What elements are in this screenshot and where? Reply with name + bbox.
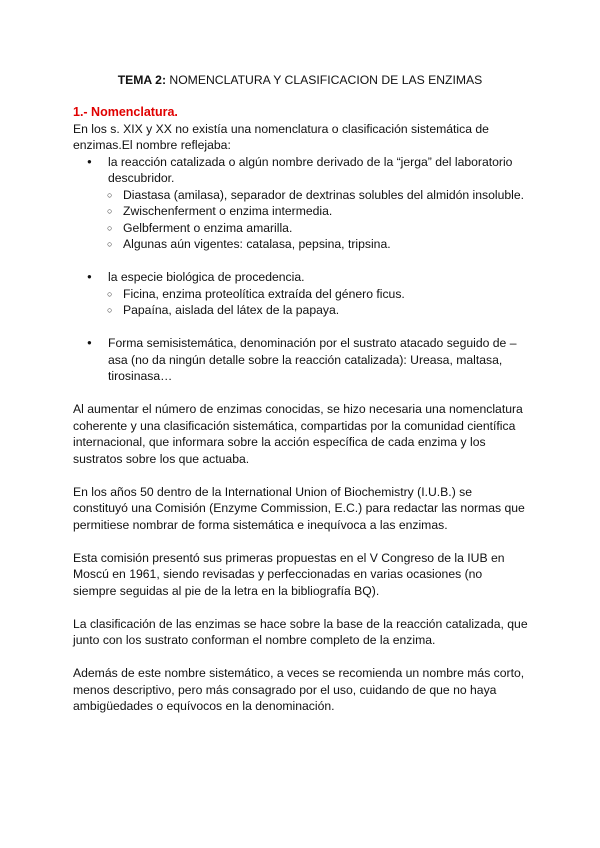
bullet-list (73, 154, 528, 253)
bullet-list (73, 335, 528, 385)
sub-bullet-item: ○ Ficina, enzima proteolítica extraída del género ficus. (73, 286, 528, 303)
title-bold: TEMA 2: (117, 73, 167, 87)
sub-bullet-item: ○ Zwischenferment o enzima intermedia. (73, 203, 528, 220)
bullet-list (73, 269, 528, 319)
bullet-item (73, 335, 528, 385)
document-body (73, 104, 528, 715)
sub-bullet-item: ○ Algunas aún vigentes: catalasa, pepsina, tripsina. (73, 236, 528, 253)
title-rest: NOMENCLATURA Y CLASIFICACION DE LAS ENZIMAS (166, 73, 483, 87)
body-paragraph: Al aumentar el número de enzimas conocidas, se hizo necesaria una nomenclatura coherente y una clasificación sistemática, compartidas por la comunidad científica internacional, que informara sobre la acción específica de cada enzima y los sustratos sobre los que actuaba. (73, 402, 523, 466)
bullet-text: la reacción catalizada o algún nombre derivado de la “jerga” del laboratorio descubridor. (108, 154, 513, 185)
bullet-text: Forma semisistemática, denominación por el sustrato atacado seguido de –asa (no da ningún detalle sobre la reacción catalizada): Ureasa, maltasa, tirosinasa… (108, 336, 517, 383)
sub-bullet-list (73, 187, 528, 253)
page-title (0, 72, 600, 88)
body-paragraph: Esta comisión presentó sus primeras propuestas en el V Congreso de la IUB en Moscú en 1961, siendo revisadas y perfeccionadas en varias ocasiones (no siempre seguidas al pie de la letra en la bibliografía BQ). (73, 550, 505, 598)
bullet-item (73, 154, 528, 253)
body-paragraph: Además de este nombre sistemático, a veces se recomienda un nombre más corto, menos descriptivo, pero más consagrado por el uso, cuidando de que no haya ambigüedades o equívocos en la denominación. (73, 666, 525, 713)
bullet-text: la especie biológica de procedencia. (108, 270, 305, 284)
intro-paragraph: En los s. XIX y XX no existía una nomenclatura o clasificación sistemática de enzimas.El nombre reflejaba: (73, 121, 489, 152)
body-paragraph: En los años 50 dentro de la International Union of Biochemistry (I.U.B.) se constituyó una Comisión (Enzyme Commission, E.C.) para redactar las normas que permitiese nombrar de forma sistemática e inequívoca a las enzimas. (73, 484, 525, 532)
sub-bullet-item: ○ Diastasa (amilasa), separador de dextrinas solubles del almidón insoluble. (73, 187, 528, 204)
bullet-item (73, 269, 528, 319)
body-paragraph: La clasificación de las enzimas se hace sobre la base de la reacción catalizada, que junto con los sustrato conforman el nombre completo de la enzima. (73, 616, 528, 647)
sub-bullet-item: ○ Papaína, aislada del látex de la papaya. (73, 302, 528, 319)
section-heading: 1.- Nomenclatura. (73, 105, 178, 119)
sub-bullet-list (73, 286, 528, 319)
sub-bullet-item: ○ Gelbferment o enzima amarilla. (73, 220, 528, 237)
